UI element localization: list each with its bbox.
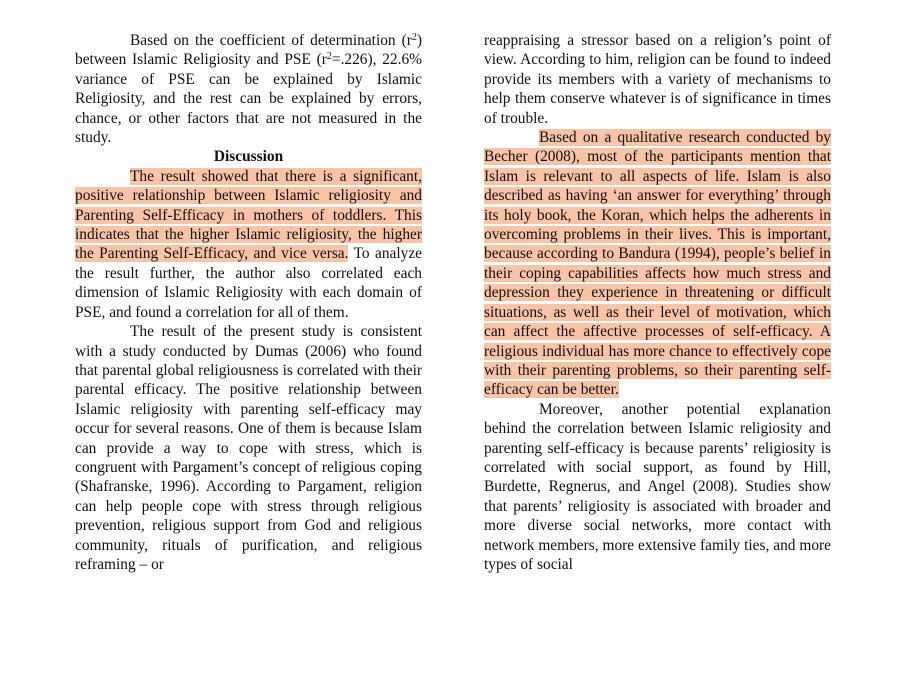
paragraph-reappraising: reappraising a stressor based on a religion’s point of view. According to him, religion can be found to indeed provide its members with a variety of mechanisms to help them conserve whatever is of significance in times of trouble. [484, 32, 831, 127]
paragraph-qualitative [484, 128, 831, 400]
superscript: 2 [326, 51, 332, 63]
section-heading: Discussion [213, 148, 284, 166]
paragraph-text: Based on the coefficient of determination (r [130, 32, 412, 49]
highlighted-text[interactable]: The result showed that there is a significant, positive relationship between Islamic religiosity and Parenting Self-Efficacy in mothers of toddlers. This indicates that the higher Islamic religiosity, the higher the Parenting Self-Efficacy, and vice versa. [75, 167, 422, 263]
paragraph-text: To analyze the result further, the author also correlated each dimension of Islamic Religiosity with each domain of PSE, and found a correlation for all of them. [75, 245, 422, 321]
paragraph-coefficient [75, 31, 422, 147]
paragraph-moreover: Moreover, another potential explanation behind the correlation between Islamic religiosity and parenting self-efficacy is because parents’ religiosity is correlated with social support, as found by Hill, Burdette, Regnerus, and Angel (2008). Studies show that parents’ religiosity is associated with broader and more diverse social networks, more contact with network members, more extensive family ties, and more types of social [484, 400, 831, 573]
left-column [75, 31, 422, 574]
paragraph-text: ) between Islamic Religiosity and PSE (r [75, 32, 422, 69]
superscript: 2 [411, 32, 417, 43]
paragraph-consistent: The result of the present study is consistent with a study conducted by Dumas (2006) who found that parental global religiousness is correlated with their parental efficacy. The positive relationship between Islamic religiosity with parenting self-efficacy may occur for several reasons. One of them is because Islam can provide a way to cope with stress, which is congruent with Pargament’s concept of religious coping (Shafranske, 1996). According to Pargament, religion can help people cope with stress through religious prevention, religious support from God and religious community, rituals of purification, and religious reframing – or [75, 323, 422, 573]
paragraph-result [75, 167, 422, 322]
paragraph-text: =.226), 22.6% variance of PSE can be explained by Islamic Religiosity, and the rest can be explained by errors, chance, or other factors that are not measured in the study. [75, 51, 422, 147]
highlighted-text[interactable]: Based on a qualitative research conducted by Becher (2008), most of the participants mention that Islam is relevant to all aspects of life. Islam is also described as having ‘an answer for everything’ through its holy book, the Koran, which helps the adherents in overcoming problems in their lives. This is important, because according to Bandura (1994), people’s belief in their coping capabilities affects how much stress and depression they experience in threatening or difficult situations, as well as their level of motivation, which can affect the affective processes of self-efficacy. A religious individual has more chance to effectively cope with their parenting problems, so their parenting self-efficacy can be better. [484, 129, 831, 399]
right-column [484, 31, 831, 574]
